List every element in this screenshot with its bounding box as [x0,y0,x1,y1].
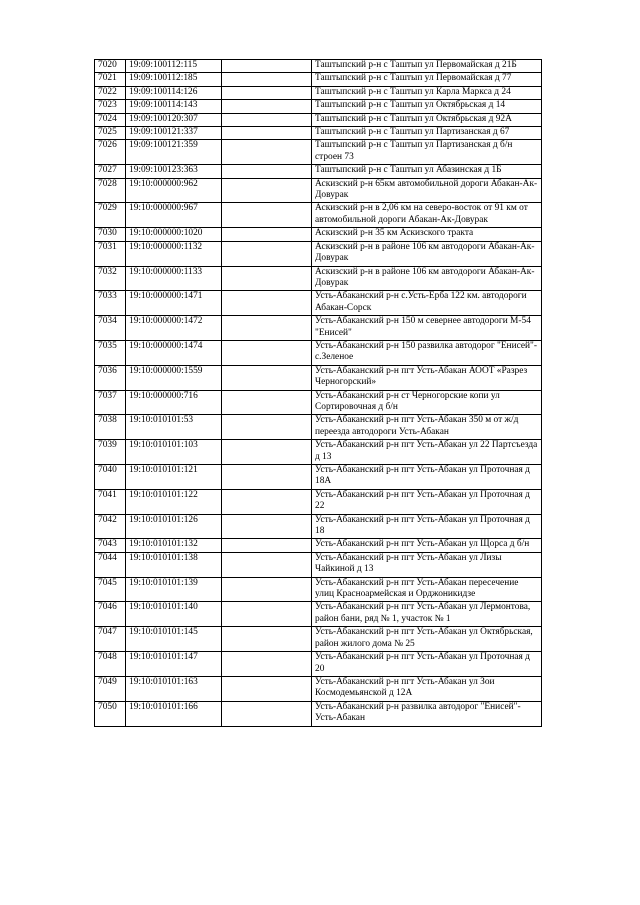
address-cell: Аскизский р-н 65км автомобильной дороги Абакан-Ак-Довурак [312,178,542,203]
row-number-cell: 7039 [95,440,126,465]
empty-cell [222,60,312,73]
address-cell: Усть-Абаканский р-н пгт Усть-Абакан ул Лизы Чайкиной д 13 [312,552,542,577]
row-number-cell: 7049 [95,676,126,701]
address-cell: Усть-Абаканский р-н 150 развилка автодорог "Енисей"-с.Зеленое [312,340,542,365]
empty-cell [222,165,312,178]
cadastral-number-cell: 19:09:100121:337 [126,127,222,140]
row-number-cell: 7036 [95,365,126,390]
cadastral-number-cell: 19:10:000000:1132 [126,241,222,266]
empty-cell [222,514,312,539]
address-cell: Усть-Абаканский р-н пгт Усть-Абакан ул Проточная д 20 [312,652,542,677]
empty-cell [222,86,312,99]
empty-cell [222,652,312,677]
cadastral-number-cell: 19:10:000000:1020 [126,228,222,241]
row-number-cell: 7025 [95,127,126,140]
row-number-cell: 7043 [95,539,126,552]
row-number-cell: 7021 [95,73,126,86]
address-cell: Усть-Абаканский р-н пгт Усть-Абакан ул Проточная д 22 [312,489,542,514]
table-row [95,602,542,627]
row-number-cell: 7032 [95,266,126,291]
address-cell: Таштыпский р-н с Таштып ул Октябрьская д 14 [312,100,542,113]
address-cell: Усть-Абаканский р-н с.Усть-Ерба 122 км. автодороги Абакан-Сорск [312,291,542,316]
cadastral-number-cell: 19:10:000000:1471 [126,291,222,316]
cadastral-number-cell: 19:10:000000:1472 [126,316,222,341]
cadastral-number-cell: 19:09:100112:115 [126,60,222,73]
table-row [95,266,542,291]
empty-cell [222,552,312,577]
table-row [95,100,542,113]
row-number-cell: 7041 [95,489,126,514]
row-number-cell: 7048 [95,652,126,677]
cadastral-number-cell: 19:10:010101:139 [126,577,222,602]
address-cell: Усть-Абаканский р-н пгт Усть-Абакан ул Проточная д 18 [312,514,542,539]
address-cell: Усть-Абаканский р-н 150 м севернее автодороги М-54 "Енисей" [312,316,542,341]
empty-cell [222,73,312,86]
cadastral-number-cell: 19:09:100121:359 [126,140,222,165]
address-cell: Таштыпский р-н с Таштып ул Первомайская д 77 [312,73,542,86]
table-row [95,178,542,203]
table-row [95,228,542,241]
table-row [95,365,542,390]
address-cell: Усть-Абаканский р-н пгт Усть-Абакан ул Щорса д б/н [312,539,542,552]
address-cell: Усть-Абаканский р-н пгт Усть-Абакан пересечение улиц Красноармейская и Орджоникидзе [312,577,542,602]
empty-cell [222,203,312,228]
empty-cell [222,465,312,490]
empty-cell [222,440,312,465]
address-cell: Усть-Абаканский р-н ст Черногорские копи ул Сортировочная д б/н [312,390,542,415]
row-number-cell: 7037 [95,390,126,415]
table-row [95,465,542,490]
address-cell: Аскизский р-н в районе 106 км автодороги Абакан-Ак-Довурак [312,241,542,266]
table-row [95,676,542,701]
empty-cell [222,489,312,514]
registry-table [94,59,542,727]
row-number-cell: 7045 [95,577,126,602]
address-cell: Усть-Абаканский р-н пгт Усть-Абакан ул 22 Партсъезда д 13 [312,440,542,465]
row-number-cell: 7034 [95,316,126,341]
row-number-cell: 7031 [95,241,126,266]
empty-cell [222,178,312,203]
cadastral-number-cell: 19:09:100123:363 [126,165,222,178]
cadastral-number-cell: 19:10:000000:1559 [126,365,222,390]
address-cell: Таштыпский р-н с Таштып ул Карла Маркса д 24 [312,86,542,99]
table-row [95,390,542,415]
address-cell: Таштыпский р-н с Таштып ул Абазинская д 1Б [312,165,542,178]
table-row [95,203,542,228]
cadastral-number-cell: 19:10:010101:53 [126,415,222,440]
address-cell: Усть-Абаканский р-н пгт Усть-Абакан ул Лермонтова, район бани, ряд № 1, участок № 1 [312,602,542,627]
row-number-cell: 7027 [95,165,126,178]
address-cell: Таштыпский р-н с Таштып ул Первомайская д 21Б [312,60,542,73]
empty-cell [222,127,312,140]
cadastral-number-cell: 19:10:000000:716 [126,390,222,415]
cadastral-number-cell: 19:10:000000:967 [126,203,222,228]
table-row [95,552,542,577]
row-number-cell: 7042 [95,514,126,539]
row-number-cell: 7022 [95,86,126,99]
row-number-cell: 7030 [95,228,126,241]
address-cell: Усть-Абаканский р-н пгт Усть-Абакан ул Октябрьская, район жилого дома № 25 [312,627,542,652]
empty-cell [222,140,312,165]
cadastral-number-cell: 19:09:100120:307 [126,113,222,126]
table-row [95,140,542,165]
row-number-cell: 7024 [95,113,126,126]
empty-cell [222,602,312,627]
empty-cell [222,266,312,291]
cadastral-number-cell: 19:09:100114:143 [126,100,222,113]
table-row [95,652,542,677]
table-row [95,701,542,726]
row-number-cell: 7033 [95,291,126,316]
table-row [95,291,542,316]
cadastral-number-cell: 19:10:010101:103 [126,440,222,465]
row-number-cell: 7047 [95,627,126,652]
address-cell: Усть-Абаканский р-н пгт Усть-Абакан ул Зои Космодемьянской д 12А [312,676,542,701]
row-number-cell: 7040 [95,465,126,490]
empty-cell [222,228,312,241]
cadastral-number-cell: 19:10:010101:122 [126,489,222,514]
table-row [95,415,542,440]
address-cell: Аскизский р-н в районе 106 км автодороги Абакан-Ак-Довурак [312,266,542,291]
cadastral-number-cell: 19:10:010101:147 [126,652,222,677]
registry-table-body [95,60,542,727]
empty-cell [222,390,312,415]
empty-cell [222,539,312,552]
table-row [95,577,542,602]
address-cell: Усть-Абаканский р-н пгт Усть-Абакан ул Проточная д 18А [312,465,542,490]
cadastral-number-cell: 19:10:010101:145 [126,627,222,652]
row-number-cell: 7026 [95,140,126,165]
table-row [95,165,542,178]
cadastral-number-cell: 19:10:000000:1133 [126,266,222,291]
empty-cell [222,340,312,365]
table-row [95,489,542,514]
cadastral-number-cell: 19:10:000000:962 [126,178,222,203]
table-row [95,440,542,465]
table-row [95,316,542,341]
table-row [95,113,542,126]
empty-cell [222,365,312,390]
cadastral-number-cell: 19:10:010101:166 [126,701,222,726]
row-number-cell: 7038 [95,415,126,440]
cadastral-number-cell: 19:10:010101:121 [126,465,222,490]
row-number-cell: 7020 [95,60,126,73]
table-row [95,73,542,86]
empty-cell [222,627,312,652]
empty-cell [222,701,312,726]
row-number-cell: 7035 [95,340,126,365]
row-number-cell: 7044 [95,552,126,577]
table-row [95,241,542,266]
cadastral-number-cell: 19:10:000000:1474 [126,340,222,365]
address-cell: Усть-Абаканский р-н пгт Усть-Абакан 350 м от ж/д переезда автодороги Усть-Абакан [312,415,542,440]
empty-cell [222,415,312,440]
address-cell: Усть-Абаканский р-н развилка автодорог "Енисей"-Усть-Абакан [312,701,542,726]
address-cell: Аскизский р-н 35 км Аскизского тракта [312,228,542,241]
table-row [95,514,542,539]
table-row [95,627,542,652]
row-number-cell: 7029 [95,203,126,228]
empty-cell [222,291,312,316]
address-cell: Таштыпский р-н с Таштып ул Партизанская д 67 [312,127,542,140]
cadastral-number-cell: 19:09:100114:126 [126,86,222,99]
cadastral-number-cell: 19:10:010101:126 [126,514,222,539]
row-number-cell: 7050 [95,701,126,726]
empty-cell [222,577,312,602]
empty-cell [222,316,312,341]
table-row [95,60,542,73]
table-row [95,539,542,552]
cadastral-number-cell: 19:09:100112:185 [126,73,222,86]
cadastral-number-cell: 19:10:010101:132 [126,539,222,552]
cadastral-number-cell: 19:10:010101:163 [126,676,222,701]
table-row [95,127,542,140]
row-number-cell: 7028 [95,178,126,203]
empty-cell [222,113,312,126]
row-number-cell: 7023 [95,100,126,113]
empty-cell [222,241,312,266]
address-cell: Таштыпский р-н с Таштып ул Партизанская д б/н строен 73 [312,140,542,165]
table-row [95,86,542,99]
cadastral-number-cell: 19:10:010101:140 [126,602,222,627]
address-cell: Аскизский р-н в 2,06 км на северо-восток от 91 км от автомобильной дороги Абакан-Ак-Довурак [312,203,542,228]
empty-cell [222,676,312,701]
row-number-cell: 7046 [95,602,126,627]
table-row [95,340,542,365]
address-cell: Таштыпский р-н с Таштып ул Октябрьская д 92А [312,113,542,126]
empty-cell [222,100,312,113]
address-cell: Усть-Абаканский р-н пгт Усть-Абакан АООТ «Разрез Черногорский» [312,365,542,390]
cadastral-number-cell: 19:10:010101:138 [126,552,222,577]
